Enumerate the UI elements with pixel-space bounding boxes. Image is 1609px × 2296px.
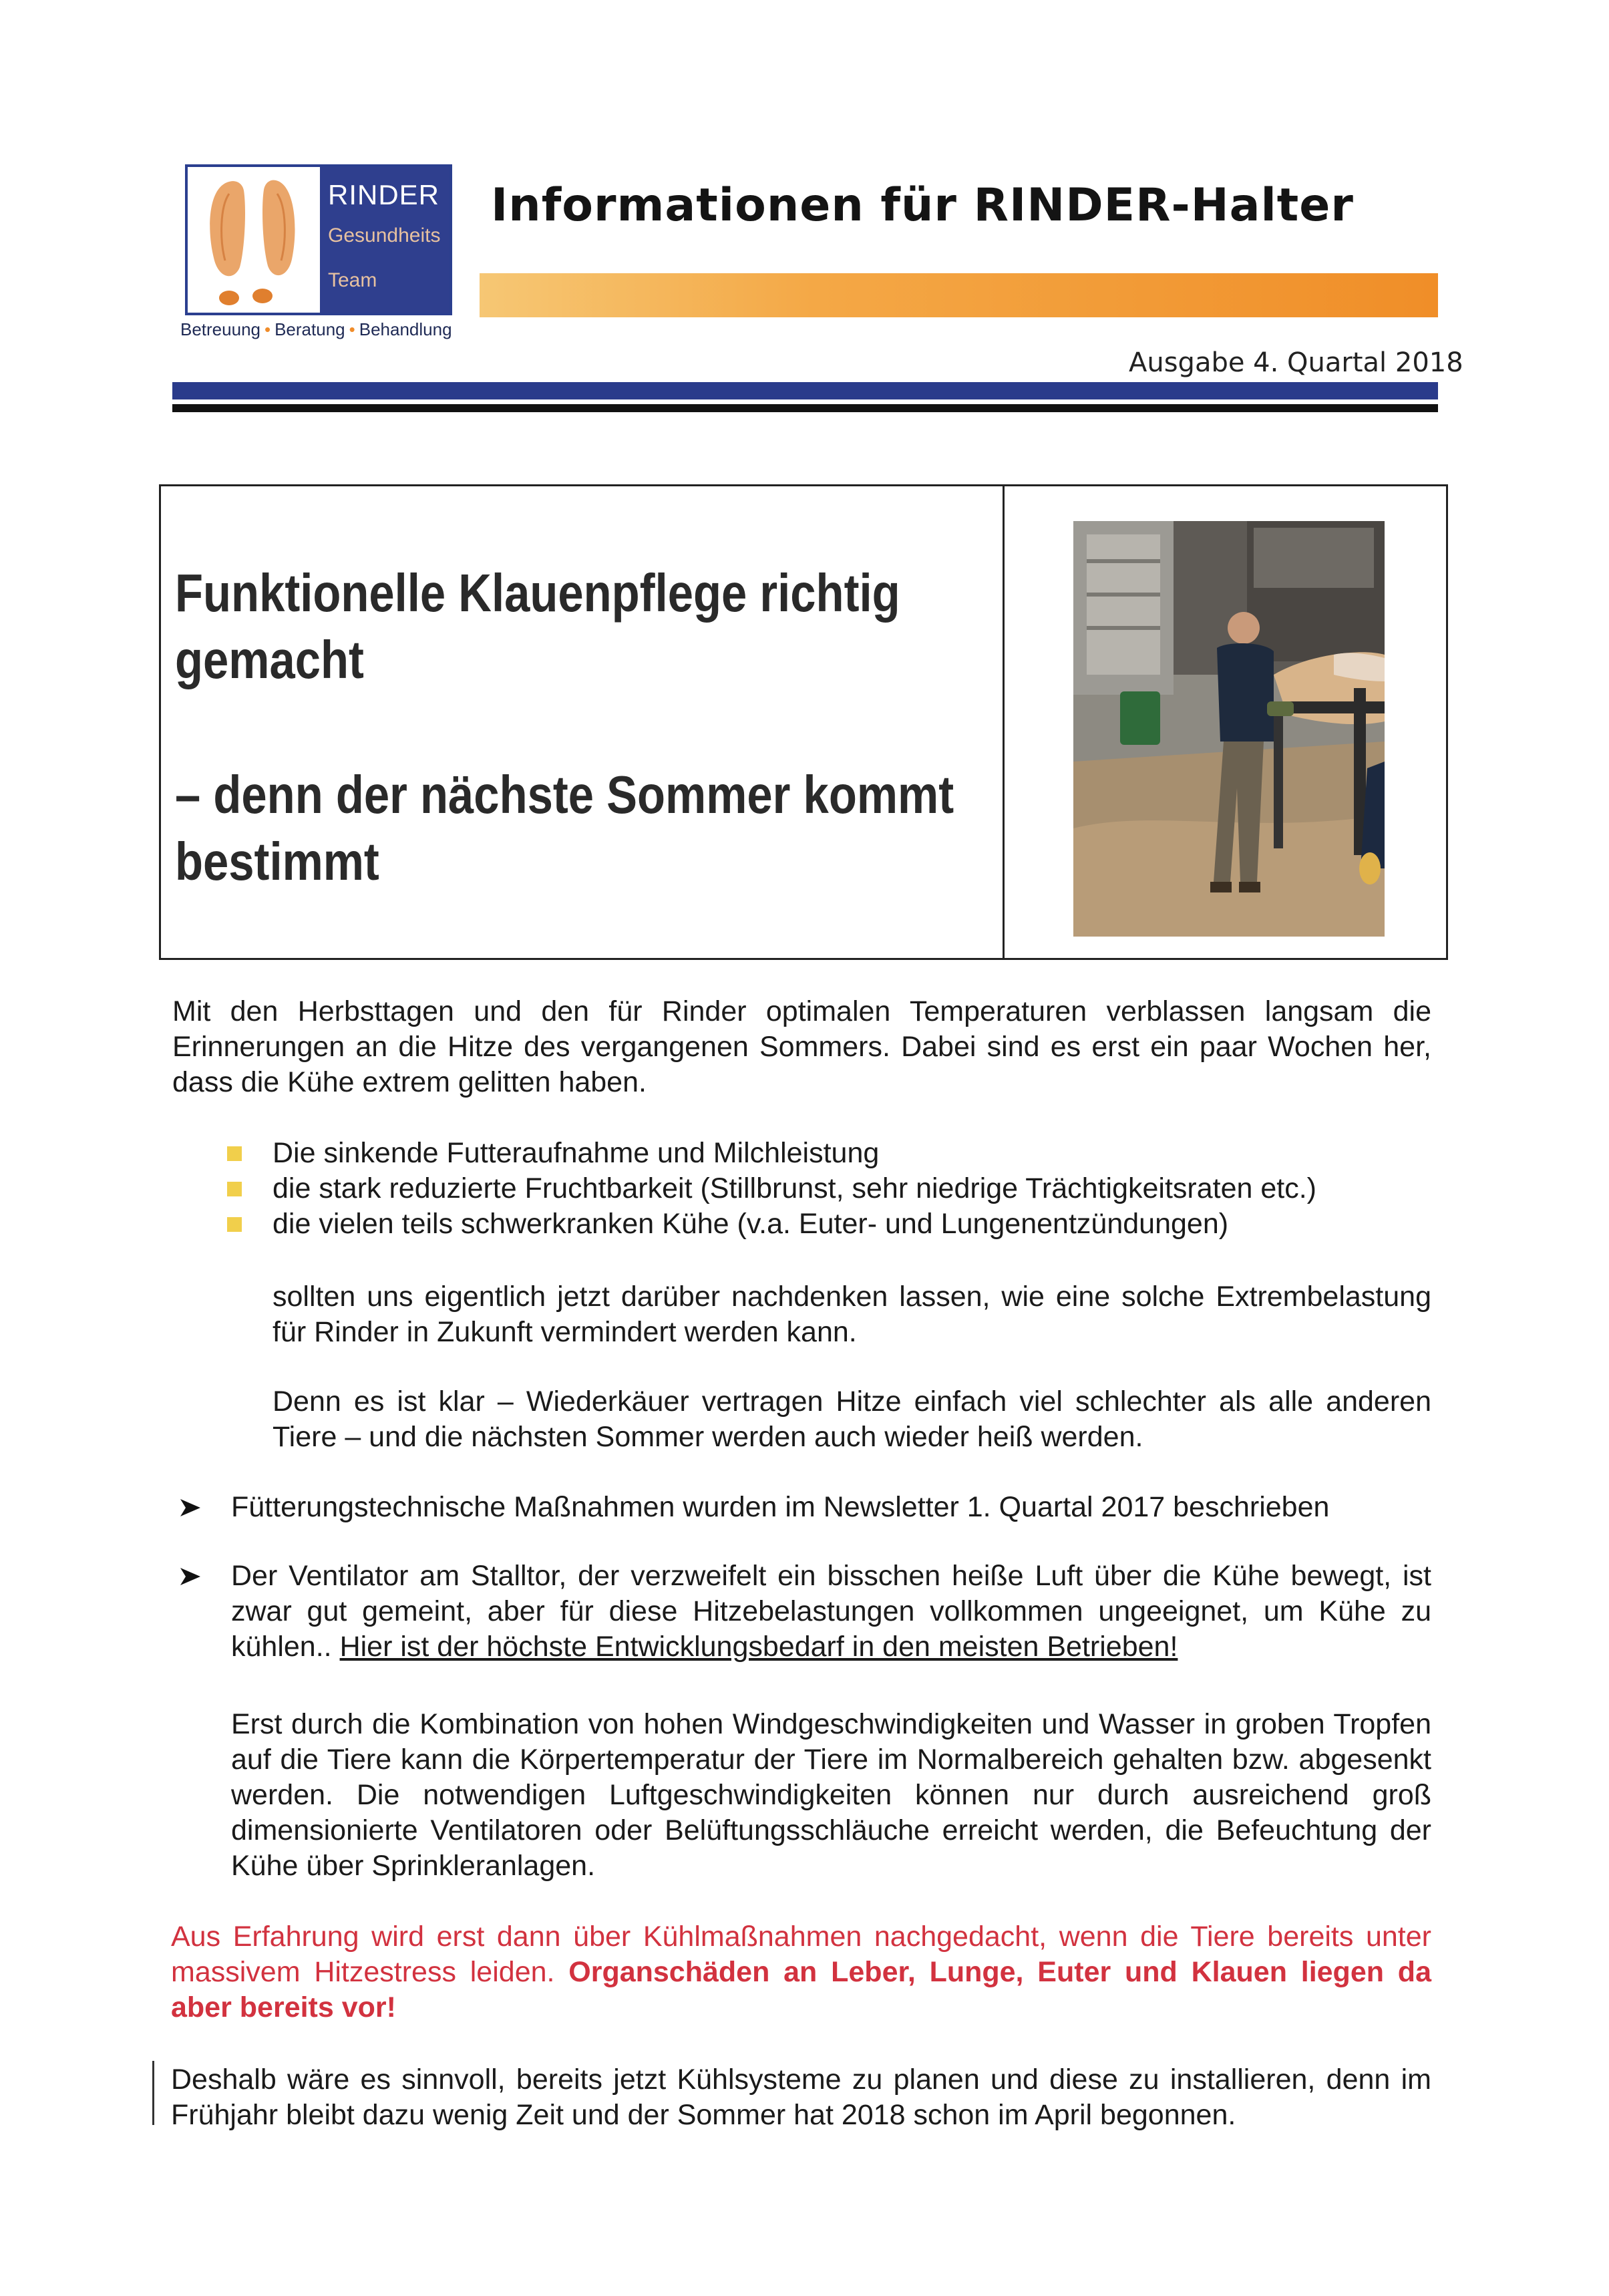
list-item-text: Die sinkende Futteraufnahme und Milchleistung: [273, 1137, 880, 1169]
square-bullet-icon: [227, 1217, 242, 1232]
headline-line: gemacht: [175, 630, 364, 689]
subtitle-line: – denn der nächste Sommer kommt: [175, 765, 954, 824]
tagline-item: Beratung: [275, 319, 345, 339]
header-rule-blue: [172, 382, 1438, 399]
arrow-item-text: Fütterungstechnische Maßnahmen wurden im Newsletter 1. Quartal 2017 beschrieben: [231, 1491, 1330, 1523]
warning-paragraph: [171, 1919, 1431, 2025]
square-bullet-icon: [227, 1182, 242, 1196]
paragraph-denn: Denn es ist klar – Wiederkäuer vertragen Hitze einfach viel schlechter als alle anderen Tiere – und die nächsten Sommer werden auch wieder heiß werden.: [273, 1385, 1431, 1453]
square-bullet-icon: [227, 1146, 242, 1161]
title-accent-bar: [480, 273, 1438, 317]
issue-label: Ausgabe 4. Quartal 2018: [1129, 347, 1463, 378]
tagline-item: Betreuung: [180, 319, 260, 339]
hoof-trimming-photo: [1073, 521, 1385, 937]
hoofprint-logo-icon: [188, 167, 320, 313]
warning-text: Aus Erfahrung wird erst dann über Kühlmaßnahmen nachgedacht, wenn die Tiere bereits unter massivem Hitzestress leiden.: [171, 1921, 1431, 1988]
headline-box-divider: [1003, 484, 1005, 960]
margin-change-bar: [152, 2061, 154, 2125]
emphasis-underlined: Hier ist der höchste Entwicklungsbedarf in den meisten Betrieben!: [339, 1631, 1178, 1663]
closing-paragraph: Deshalb wäre es sinnvoll, bereits jetzt Kühlsysteme zu planen und diese zu installieren, denn im Frühjahr bleibt dazu wenig Zeit und der Sommer hat 2018 schon im April begonnen.: [171, 2064, 1431, 2131]
logo-subtitle: Gesundheits: [328, 224, 441, 247]
ventilator-text: Der Ventilator am Stalltor, der verzweifelt ein bisschen heiße Luft über die Kühe bewegt, ist zwar gut gemeint, aber für diese Hitzebelastungen vollkommen ungeeignet, um Kühe zu kühlen..: [231, 1560, 1431, 1663]
list-item-text: die vielen teils schwerkranken Kühe (v.a. Euter- und Lungenentzündungen): [273, 1208, 1229, 1240]
logo-tagline: [180, 319, 452, 340]
document-title: Informationen für RINDER-Halter: [491, 179, 1354, 232]
header-rule-black: [172, 404, 1438, 412]
subtitle-line: bestimmt: [175, 832, 379, 891]
list-item-text: die stark reduzierte Fruchtbarkeit (Stillbrunst, sehr niedrige Trächtigkeitsraten etc.): [273, 1172, 1316, 1204]
tagline-item: Behandlung: [359, 319, 452, 339]
arrow-bullet-icon: [179, 1567, 202, 1587]
tagline-dot-icon: •: [264, 319, 271, 339]
logo: [185, 164, 452, 315]
headline-line: Funktionelle Klauenpflege richtig: [175, 563, 900, 623]
paragraph-erst: Erst durch die Kombination von hohen Windgeschwindigkeiten und Wasser in groben Tropfen auf die Tiere kann die Körpertemperatur der Tiere im Normalbereich gehalten bzw. abgesenkt werden. Die notwendigen Luftgeschwindigkeiten können nur durch ausreichend groß dimensionierte Ventilatoren oder Belüftungsschläuche erreicht werden, die Befeuchtung der Kühe über Sprinkleranlagen.: [231, 1708, 1431, 1882]
headline-subtitle: [175, 762, 979, 895]
warning-emphasis: Organschäden an Leber, Lunge, Euter und Klauen liegen da aber bereits vor!: [171, 1956, 1431, 2023]
arrow-item-text: [231, 1559, 1431, 1665]
logo-name: RINDER: [328, 179, 440, 210]
intro-paragraph: Mit den Herbsttagen und den für Rinder optimalen Temperaturen verblassen langsam die Erinnerungen an die Hitze des vergangenen Sommers. Dabei sind es erst ein paar Wochen her, dass die Kühe extrem gelitten haben.: [172, 995, 1431, 1098]
logo-text-panel: [320, 167, 450, 313]
logo-subtitle-2: Team: [328, 269, 377, 291]
tagline-dot-icon: •: [349, 319, 355, 339]
paragraph-sollten: sollten uns eigentlich jetzt darüber nachdenken lassen, wie eine solche Extrembelastung für Rinder in Zukunft vermindert werden kann.: [273, 1281, 1431, 1348]
arrow-bullet-icon: [179, 1498, 202, 1518]
headline: [175, 560, 979, 693]
